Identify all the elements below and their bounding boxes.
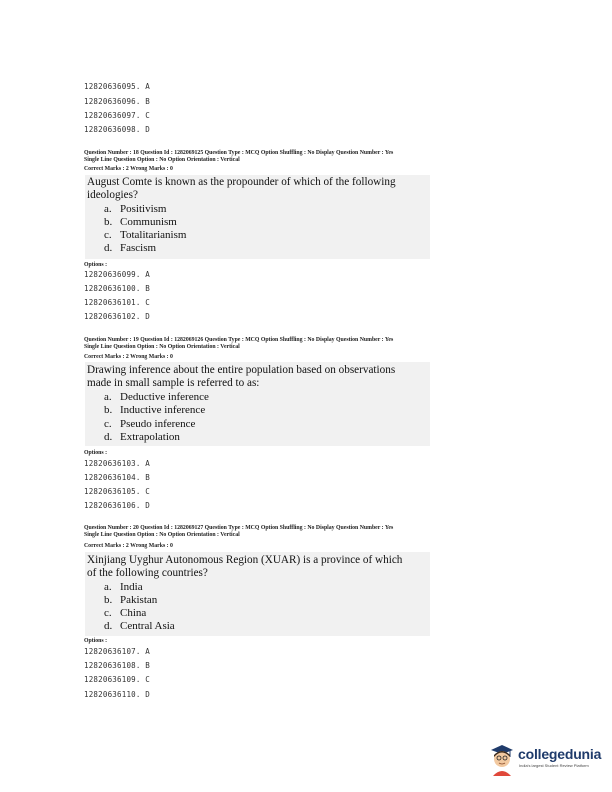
option-id: 12820636096. B <box>84 97 151 106</box>
marks-line: Correct Marks : 2 Wrong Marks : 0 <box>84 354 173 360</box>
choice-label: a. <box>104 203 112 215</box>
question-text-line: Drawing inference about the entire population based on observations <box>87 364 396 376</box>
choice-item <box>104 391 209 403</box>
choice-label: d. <box>104 242 113 254</box>
question-text-line: August Comte is known as the propounder of which of the following <box>87 176 396 188</box>
choice-text: Inductive inference <box>120 404 206 416</box>
marks-line: Correct Marks : 2 Wrong Marks : 0 <box>84 543 173 549</box>
choice-text: China <box>120 607 147 619</box>
option-id: 12820636103. A <box>84 459 151 468</box>
choice-text: India <box>120 581 143 593</box>
choice-text: Totalitarianism <box>120 229 187 241</box>
choice-item <box>104 229 186 241</box>
choice-item <box>104 581 143 593</box>
choice-item <box>104 620 175 632</box>
option-id: 12820636107. A <box>84 647 151 656</box>
option-id: 12820636095. A <box>84 82 151 91</box>
question-meta-line: Question Number : 20 Question Id : 1282069127 Question Type : MCQ Option Shuffling : No Display Question Number : Yes <box>84 525 394 531</box>
option-id: 12820636110. D <box>84 690 151 699</box>
question-text-line: of the following countries? <box>87 567 208 579</box>
choice-item <box>104 242 156 254</box>
collegedunia-logo <box>488 740 608 784</box>
logo-tagline: India's largest Student Review Platform <box>519 763 589 768</box>
choice-text: Pakistan <box>120 594 158 606</box>
options-label: Options : <box>84 450 108 456</box>
choice-label: c. <box>104 607 112 619</box>
choice-label: d. <box>104 620 113 632</box>
choice-item <box>104 607 146 619</box>
choice-item <box>104 418 195 430</box>
question-text-line: made in small sample is referred to as: <box>87 377 260 389</box>
option-id: 12820636099. A <box>84 270 151 279</box>
question-text-line: ideologies? <box>87 189 138 201</box>
choice-label: c. <box>104 418 112 430</box>
question-meta-line: Single Line Question Option : No Option Orientation : Vertical <box>84 156 240 163</box>
choice-text: Pseudo inference <box>120 418 196 430</box>
choice-label: a. <box>104 391 112 403</box>
question-text <box>87 364 447 390</box>
choice-text: Positivism <box>120 203 167 215</box>
option-id: 12820636101. C <box>84 298 151 307</box>
options-label: Options : <box>84 262 108 268</box>
option-id: 12820636106. D <box>84 501 151 510</box>
option-id: 12820636100. B <box>84 284 151 293</box>
choice-text: Central Asia <box>120 620 175 632</box>
question-meta-line: Single Line Question Option : No Option Orientation : Vertical <box>84 343 240 350</box>
options-label: Options : <box>84 638 108 644</box>
student-mascot-icon <box>488 742 516 778</box>
option-id: 12820636097. C <box>84 111 151 120</box>
choice-label: a. <box>104 581 112 593</box>
option-id: 12820636104. B <box>84 473 151 482</box>
logo-wordmark: collegedunia <box>518 746 602 762</box>
question-text <box>87 554 447 580</box>
choice-item <box>104 431 180 443</box>
choice-label: b. <box>104 404 113 416</box>
choice-label: b. <box>104 594 113 606</box>
question-text <box>87 176 447 202</box>
option-id: 12820636105. C <box>84 487 151 496</box>
choice-text: Deductive inference <box>120 391 209 403</box>
choice-label: d. <box>104 431 113 443</box>
option-id: 12820636108. B <box>84 661 151 670</box>
choice-item <box>104 594 157 606</box>
question-meta <box>84 150 524 163</box>
choice-label: b. <box>104 216 113 228</box>
choice-item <box>104 404 205 416</box>
question-meta <box>84 525 524 538</box>
question-meta-line: Question Number : 18 Question Id : 1282069125 Question Type : MCQ Option Shuffling : No Display Question Number : Yes <box>84 150 394 156</box>
question-meta <box>84 337 524 350</box>
option-id: 12820636098. D <box>84 125 151 134</box>
option-id: 12820636109. C <box>84 675 151 684</box>
question-meta-line: Question Number : 19 Question Id : 1282069126 Question Type : MCQ Option Shuffling : No Display Question Number : Yes <box>84 337 394 343</box>
choice-item <box>104 203 166 215</box>
choice-text: Communism <box>120 216 177 228</box>
question-meta-line: Single Line Question Option : No Option Orientation : Vertical <box>84 531 240 538</box>
marks-line: Correct Marks : 2 Wrong Marks : 0 <box>84 166 173 172</box>
choice-text: Fascism <box>120 242 157 254</box>
question-text-line: Xinjiang Uyghur Autonomous Region (XUAR) is a province of which <box>87 554 403 566</box>
choice-text: Extrapolation <box>120 431 180 443</box>
choice-label: c. <box>104 229 112 241</box>
option-id: 12820636102. D <box>84 312 151 321</box>
choice-item <box>104 216 177 228</box>
